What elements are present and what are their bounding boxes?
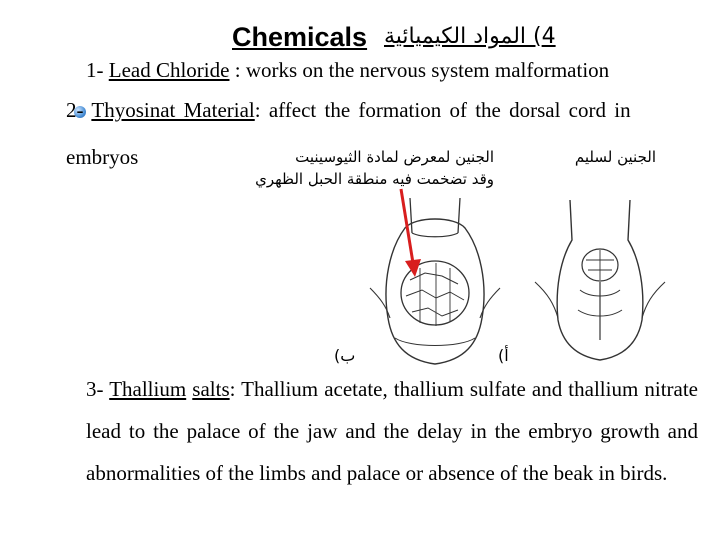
title-arabic: 4) المواد الكيميائية <box>384 24 556 49</box>
item-3-paragraph <box>86 368 698 494</box>
item-1-number: 1- <box>86 58 104 82</box>
item-2-term: Thyosinat Material <box>91 98 255 122</box>
item-1-term: Lead Chloride <box>108 58 230 82</box>
figure-a-embryo <box>520 190 680 365</box>
item-3-term-salts: salts <box>192 377 230 401</box>
item-2-continuation: embryos <box>66 145 139 169</box>
caption-a: الجنين لسليم <box>574 148 656 166</box>
item-2 <box>66 98 631 123</box>
figure-a-label: (أ <box>498 346 509 365</box>
item-3-colon: : <box>229 377 236 401</box>
item-1 <box>86 58 609 83</box>
figure-b-embryo <box>350 188 520 368</box>
item-3-description: Thallium acetate, thallium sulfate and thallium nitrate lead to the palace of the jaw and the delay in the embryo growth and abnormalities of the limbs and palace or absence of the beak in birds. <box>86 377 699 485</box>
title-english: Chemicals <box>232 22 368 52</box>
item-3-number: 3- <box>86 377 104 401</box>
item-1-separator: : <box>229 58 241 82</box>
item-1-description: works on the nervous system malformation <box>245 58 610 82</box>
caption-b-line-1: الجنين لمعرض لمادة الثيوسينيت <box>295 148 494 166</box>
item-3-term-thallium: Thallium <box>109 377 187 401</box>
red-arrow-icon <box>395 185 425 280</box>
caption-b-line-2: وقد تضخمت فيه منطقة الحبل الظهري <box>255 170 494 188</box>
figure-b-label: (ب <box>334 346 356 365</box>
item-2-number: 2- <box>66 98 84 122</box>
item-2-description: : affect the formation of the dorsal cord in <box>254 98 631 122</box>
